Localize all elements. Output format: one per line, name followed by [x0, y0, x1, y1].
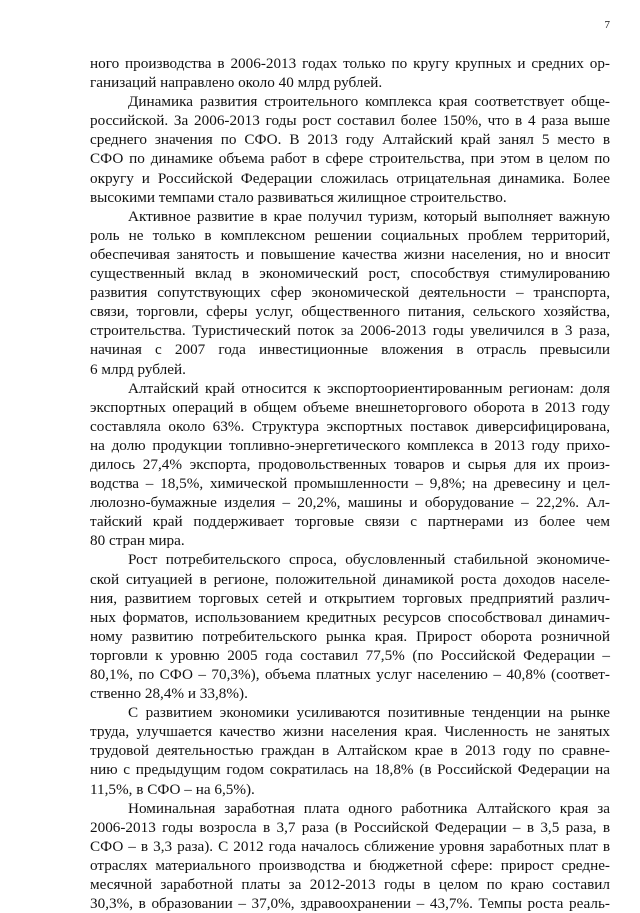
text-line: 80,1%, по СФО – 70,3%), объема платных услуг населению – 40,8% (соответ-: [90, 666, 610, 683]
text-line: люлозно-бумажные изделия – 20,2%, машины и оборудование – 22,2%. Ал-: [90, 494, 610, 512]
text-line: на долю продукции топливно-энергетического комплекса в 2013 году прихо-: [90, 436, 610, 454]
text-line: водства – 18,5%, химической промышленности – 9,8%; на древесину и цел-: [90, 475, 610, 493]
text-line: Активное развитие в крае получил туризм, который выполняет важную: [128, 207, 610, 225]
text-line: округу и Российской Федерации сложилась отрицательная динамика. Более: [90, 169, 610, 187]
paragraph-7: [90, 799, 610, 913]
text-line: месячной заработной платы за 2012-2013 годы в целом по краю составил: [90, 876, 610, 894]
text-line: 6 млрд рублей.: [90, 360, 186, 378]
text-line: ния, развитием торговых сетей и открытием торговых предприятий различ-: [90, 589, 610, 607]
text-line: Рост потребительского спроса, обусловленный стабильной экономиче-: [128, 551, 610, 569]
text-line: обеспечивая занятость и повышение качества жизни населения, но и вносит: [90, 245, 610, 263]
text-line: ных форматов, использованием кредитных ресурсов способствовал динамич-: [90, 608, 610, 626]
paragraph-4: [90, 379, 610, 551]
paragraph-1: [90, 54, 610, 92]
text-line: отраслях материального производства и бюджетной сфере: прирост средне-: [90, 856, 610, 874]
text-line: связи, торговли, сферы услуг, общественного питания, сельского хозяйства,: [90, 303, 610, 321]
paragraph-2: [90, 92, 610, 207]
text-line: 30,3%, в образовании – 37,0%, здравоохранении – 43,7%. Темпы роста реаль-: [90, 895, 610, 913]
document-body: [90, 54, 610, 913]
text-line: нию с предыдущим годом сократилась на 18,8% (в Российской Федерации на: [90, 761, 610, 779]
text-line: среднего значения по СФО. В 2013 году Алтайский край занял 5 место в: [90, 131, 610, 149]
text-line: торговли к уровню 2005 года составил 77,5% (по Российской Федерации –: [90, 646, 610, 664]
paragraph-5: [90, 550, 610, 703]
text-line: ственно 28,4% и 33,8%).: [90, 685, 248, 703]
paragraph-3: [90, 207, 610, 379]
page-number: 7: [604, 19, 610, 31]
text-line: 2006-2013 годы возросла в 3,7 раза (в Российской Федерации – в 3,5 раза, в: [90, 818, 610, 836]
text-line: существенный вклад в экономический рост, способствуя стимулированию: [90, 265, 610, 283]
text-line: дилось 27,4% экспорта, продовольственных товаров и сырья для их произ-: [90, 455, 610, 473]
text-line: ганизаций направлено около 40 млрд рублей.: [90, 74, 383, 92]
text-line: Номинальная заработная плата одного работника Алтайского края за: [128, 799, 610, 817]
text-line: ской ситуацией в регионе, положительной динамикой роста доходов населе-: [90, 570, 610, 588]
text-line: С развитием экономики усиливаются позитивные тенденции на рынке: [128, 704, 610, 722]
text-line: развития сопутствующих сфер экономической деятельности – транспорта,: [90, 284, 610, 302]
text-line: 80 стран мира.: [90, 532, 185, 550]
text-line: роль не только в комплексном решении социальных проблем территорий,: [90, 226, 610, 244]
text-line: Динамика развития строительного комплекса края соответствует обще-: [128, 93, 610, 111]
text-line: ного производства в 2006-2013 годах только по кругу крупных и средних ор-: [90, 55, 610, 72]
text-line: трудовой деятельностью граждан в Алтайском крае в 2013 году по сравне-: [90, 742, 610, 760]
text-line: СФО – в 3,3 раза). С 2012 года началось сближение уровня заработных плат в: [90, 837, 610, 855]
text-line: строительства. Туристический поток за 2006-2013 годы увеличился в 3 раза,: [90, 322, 610, 340]
text-line: ному развитию потребительского рынка края. Прирост оборота розничной: [90, 627, 610, 645]
text-line: высокими темпами стало развиваться жилищное строительство.: [90, 188, 507, 206]
text-line: Алтайский край относится к экспортоориентированным регионам: доля: [128, 379, 610, 397]
paragraph-6: [90, 703, 610, 798]
text-line: тайский край поддерживает торговые связи с партнерами из более чем: [90, 513, 610, 531]
text-line: начиная с 2007 года инвестиционные вложения в отрасль превысили: [90, 341, 610, 359]
text-line: составляла около 63%. Структура экспортных поставок диверсифицирована,: [90, 417, 610, 435]
text-line: труда, улучшается качество жизни населения края. Численность не занятых: [90, 723, 610, 741]
text-line: российской. За 2006-2013 годы рост составил более 150%, что в 4 раза выше: [90, 112, 610, 130]
text-line: экспортных операций в общем объеме внешнеторгового оборота в 2013 году: [90, 398, 610, 416]
text-line: 11,5%, в СФО – на 6,5%).: [90, 780, 255, 798]
text-line: СФО по динамике объема работ в сфере строительства, при этом в целом по: [90, 150, 610, 168]
